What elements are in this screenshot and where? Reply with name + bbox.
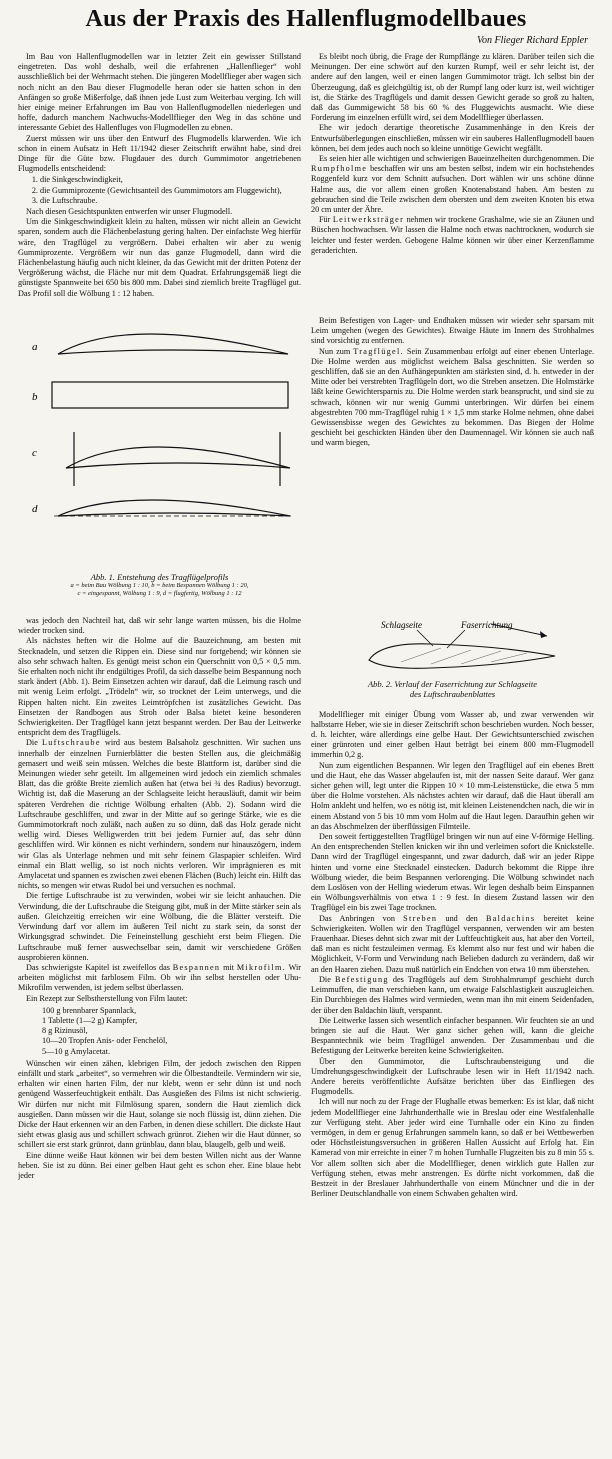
main-section [18, 616, 594, 1446]
wing-text-column [311, 316, 594, 612]
main-left-column [18, 616, 301, 1446]
grain-arrow-head [540, 631, 547, 638]
spaced-term: Tragflügel. [353, 346, 404, 356]
figure1-legend-line1: a = beim Bau Wölbung 1 : 10, b = beim Bespannen Wölbung 1 : 20, [70, 582, 249, 589]
text-run: mit [223, 962, 235, 972]
article-author: Von Flieger Richard Eppler [477, 35, 588, 46]
recipe-item: 100 g brennbarer Spannlack, [42, 1005, 137, 1015]
figure1-caption: Abb. 1. Entstehung des Tragflügelprofils [90, 572, 229, 582]
text-run: Wir arbeiten möglichst mit farblosem Film. Ob wir ihn selbst herstellen oder Uhu-Mikrofilm verwenden, ist jedem selbst überlassen. [18, 962, 301, 993]
intro-section [18, 52, 594, 310]
profile-b-shape [52, 382, 288, 408]
spaced-term: Mikrofilm. [236, 962, 286, 972]
paragraph: Über den Gummimotor, die Luftschraubensteigung und die Umdrehungsgeschwindigkeit der Luftschraube lesen wir in Heft 11/1942 nach. Andere bereits veröffentlichte Aufsätze berichten über das Einfliegen des Flugmodells. [311, 1056, 594, 1097]
article-title: Aus der Praxis des Hallenflugmodellbaues [85, 6, 527, 32]
recipe-item: 5—10 g Amylacetat. [42, 1046, 110, 1056]
figure-wing-profile [18, 316, 301, 598]
text-run: wird aus bestem Balsaholz geschnitten. Wir suchen uns innerhalb der einzelnen Furnierblätter die besten Stellen aus, die gleichmäßig gemasert und weiß sein müssen. Welches die beste Blattform ist, darüber sind die Meinungen wieder sehr geteilt. Im allgemeinen wird jedoch ein ziemlich schmales Blatt, das die größte Breite ziemlich außen hat (etwa bei ¾ des Radius) bevorzugt. Wichtig ist, daß die Maserung an der Schlagseite leicht herausläuft, damit wir beim späteren Verdrehen die richtige Wölbung erhalten (Abb. 2). Sodann wird die Luftschraube geschliffen, und zwar in der Mitte auf so geringe Stärke, wie es die Gummimotorkraft noch zuläßt, nach außen zu so dünn, daß das Holz gerade nicht wellig wird. Dieses Welligwerden tritt bei jedem Furnier auf, das sehr dünn geschliffen wird. Wir können es nicht verhindern, sondern nur hinauszögern, indem wir Glas als Unterlage nehmen und mit sehr feinem Glaspapier schleifen. Wird einmal ein Blatt wellig, so ist noch nichts verloren. Wir imprägnieren es mit Amylacetat und spannen es zwischen zwei ebenen Flächen (Buch) leicht ein. Hilft das nichts, so mengen wir etwas Rudol bei und versuchen es nochmal. [18, 738, 301, 891]
figure1-legend-line2: c = eingespannt, Wölbung 1 : 9, d = flugfertig, Wölbung 1 : 12 [77, 590, 242, 597]
paragraph: Die Leitwerke lassen sich wesentlich einfacher bespannen. Wir feuchten sie an und bringen sie auf die Haut. Wer ganz sicher gehen will, kann die gleiche Bespanntechnik wie beim Tragflügel anwenden. Der Zusammenbau und die Befestigung der Leitwerke bereiten keine Schwierigkeiten. [311, 1015, 594, 1056]
figure2-caption-line1: Abb. 2. Verlauf der Faserrichtung zur Schlagseite [367, 679, 538, 690]
grain-arrow-shaft [491, 624, 547, 636]
profile-label-d: d [32, 503, 38, 515]
recipe-item: 8 g Rizinusöl, [42, 1026, 88, 1036]
profile-d-shape [58, 500, 290, 516]
text-run: Die [319, 974, 331, 984]
paragraph: Zuerst müssen wir uns über den Entwurf des Flugmodells klarwerden. Wie ich schon in einem Aufsatz in Heft 11/1942 dieser Zeitschrift erwähnt habe, sind drei Dinge für die Güte bzw. Flugdauer des durch Gummimotor angetriebenen Flugmodells entscheidend: [18, 133, 301, 174]
text-run: Für [319, 215, 331, 225]
paragraph [311, 215, 594, 256]
main-right-column [311, 616, 594, 1446]
wing-profile-diagram [18, 316, 298, 566]
profile-label-b: b [32, 391, 38, 403]
paragraph: Wünschen wir einen zähen, klebrigen Film, der jedoch zwischen den Rippen einfällt und stark „arbeitet“, so vermehren wir die Ölbestandteile. Vermindern wir sie, erhalten wir einen harten Film, der nur klebt, wenn er sehr dünn ist und noch genügend Wasserfeuchtigkeit enthält. Das Ausgießen des Films ist nicht schwierig. Wir dürfen nur nicht mit Filmlösung sparen, sondern die Haut ziemlich dick ausgießen. Dann müssen wir die Haut, solange sie noch flüssig ist, dünn ziehen. Die Dicke der Haut erkennen wir an den Farben, in denen diese schillert. Die dickste Haut sieht etwas glasig aus und schillert schwach grünrot. Ziehen wir die Haut dünner, so schillert sie erst stark grünrot, dann grünblau, dann blau, blaugelb, gelb und weiß. [18, 1058, 301, 1150]
spaced-term: Leitwerksträger [332, 215, 405, 225]
grain-line [431, 650, 471, 664]
list-item: 1. die Sinkgeschwindigkeit, [40, 175, 301, 185]
list-item: 2. die Gummiprozente (Gewichtsanteil des Gummimotors am Fluggewicht), [40, 186, 301, 196]
spaced-term: Streben [403, 913, 438, 923]
text-run: nehmen wir trockene Grashalme, wie sie an Zäunen und Büschen hochwachsen. Wir lassen die Halme noch etwas nachtrocknen, wodurch sie leichter und fester werden. Gebogene Halme können wir über einer Kerzenflamme geraderichten. [311, 215, 594, 255]
text-run: Es seien hier alle wichtigen und schwierigen Baueinzelheiten durchgenommen. Die [319, 154, 594, 164]
intro-left-column [18, 52, 301, 310]
propeller-grain-diagram [311, 616, 591, 674]
paragraph: Nach diesen Gesichtspunkten entwerfen wir unser Flugmodell. [26, 207, 233, 217]
grain-line [491, 653, 527, 662]
grain-line [401, 648, 441, 662]
paragraph [18, 963, 301, 994]
paragraph: Ich will nur noch zu der Frage der Flughalle etwas bemerken: Es ist klar, daß nicht jedem Modellflieger eine Jahrhunderthalle wie in Breslau oder eine Westfalenhalle zur Verfügung steht. Aber jeder wird eine Turnhalle oder ein Kino zu finden vermögen, in dem er genug Erfahrungen sammeln kann, so daß er bei Wettbewerben oder Höchstleistungsversuchen in größeren Hallen Aussicht auf Erfolg hat. Ein Kamerad von mir erreichte in einer 7 m hohen Turnhalle Flugzeiten bis zu 8 min 55 s. Vor allem sollten sich aber die Modellflieger, denen wirklich gute Hallen zur Verfügung stehen, etwas mehr anstrengen. Es dürfte nicht vorkommen, daß die Bestzeit in der Breslauer Jahrhunderthalle von einem Münchner und die in der Berliner Deutschlandhalle von einem Schwaben gehalten wird. [311, 1097, 594, 1199]
paragraph [311, 347, 594, 449]
figure-section [18, 316, 594, 612]
film-recipe [42, 1006, 301, 1057]
paragraph: Eine dünne weiße Haut können wir bei dem besten Willen nicht aus der Wanne heben. Sie ist zu dünn. Bei einer gelben Haut geht es schon eher. Eine blaue hebt jeder [18, 1150, 301, 1180]
figure2-caption-line2: des Luftschraubenblattes [409, 689, 496, 700]
paragraph: Modellflieger mit einiger Übung vom Wasser ab, und zwar verwenden wir halbstarre Heber, wie sie in dieser Zeitschrift schon beschrieben wurden. Noch besser, d. h. leichter, wäre allerdings eine gelbe Haut. Der Gewichtsunterschied zwischen einer grünroten und einer gelben Haut beträgt bei einem 800 mm-Flugmodell immerhin 0,2 g. [311, 709, 594, 760]
recipe-item: 10—20 Tropfen Anis- oder Fenchelöl, [42, 1036, 168, 1046]
grain-line [461, 651, 501, 664]
text-run: Die [26, 738, 38, 748]
paragraph: Um die Sinkgeschwindigkeit klein zu halten, müssen wir nicht allein an Gewicht sparen, sondern auch die Flächenbelastung gering halten. Der einfachste Weg hierfür wäre, den Tragflügel zu vergrößern. Dabei erhalten wir aber zu wenig Gummiprozente. Vergrößern wir nun das ganze Flugmodell, dann wird die Flächenbelastung häufig auch nicht kleiner, da das Gewicht mit der dritten Potenz der Vergrößerung wächst, die Fläche nur mit dem Quadrat. Erfahrungsgemäß liegt die günstigste Spannweite bei 650 bis 800 mm. Dabei sind ziemlich breite Tragflügel gut. Das Profil soll die Wölbung 1 : 12 haben. [18, 217, 301, 298]
paragraph [18, 738, 301, 891]
paragraph: Ein Rezept zur Selbstherstellung von Film lautet: [26, 993, 188, 1003]
spaced-term: Baldachins [485, 913, 536, 923]
recipe-item: 1 Tablette (1—2 g) Kampfer, [42, 1015, 138, 1025]
profile-a-shape [58, 334, 288, 354]
text-run: Nun zum [319, 346, 351, 356]
paragraph [311, 154, 594, 215]
paragraph: Nun zum eigentlichen Bespannen. Wir legen den Tragflügel auf ein ebenes Brett und die Haut, ehe das Wasser abgelaufen ist, mit der nassen Seite darauf. Wer ganz sicher gehen will, legt unter die Rippen 10 × 10 mm-Leistenstücke, die etwa 5 mm über die Holme vorstehen. Als nächstes achten wir darauf, daß die Haut überall am Holm ankleht und helfen, wo es nötig ist, mit kleinen Leistenendchen nach, die wir in einem Abstand von 5 bis 10 mm vom Holm auf die Haut legen. Daraufhin gehen wir an das Abschmelzen der überflüssigen Filmteile. [311, 760, 594, 831]
blade-outline [369, 644, 555, 669]
criteria-list [40, 175, 301, 206]
paragraph: Den soweit fertiggestellten Tragflügel bringen wir nun auf eine V-förmige Helling. An den entsprechenden Stellen knicken wir ihn und verleimen sofort die Knickstelle. Dann wird der Tragflügel eingespannt, und zwar dadurch, daß wir an jeder Rippe hinten und vorne eine Stecknadel einstecken. Dadurch bekommt die Rippe ihre Wölbung wieder, die beim Bespannen verlorenging. Die Wölbung schwindet nach dem Loslösen von der Helling wiederum etwas. Wir legen deshalb beim Einspannen ein Wölbungsverhältnis von etwa 1 : 9 fest. In diesem Zustand lassen wir den Tragflügel ein bis zwei Tage trocknen. [311, 832, 594, 913]
text-run: und den [445, 913, 478, 923]
paragraph: was jedoch den Nachteil hat, daß wir sehr lange warten müssen, bis die Holme wieder trocken sind. [18, 616, 301, 636]
text-run: Das Anbringen von [319, 913, 395, 923]
text-run: bereitet keine Schwierigkeiten. Wollen wir den Tragflügel verspannen, verwenden wir am besten Frauenhaar. Dieses dehnt sich zwar mit der Luftfeuchtigkeit aus, hat aber den Vorteil, daß man es nicht festzuleimen vermag. Es klemmt also nur fest und wir haben die Möglichkeit, V-Form und Verwindung nach Belieben dadurch zu verändern, daß wir an den Haaren ziehen. Dazu muß natürlich ein Endchen von etwa 10 mm überstehen. [311, 913, 594, 974]
figure-propeller-grain [311, 616, 594, 700]
paragraph: Die fertige Luftschraube ist zu verwinden, wobei wir sie leicht anhauchen. Die Verwindung, die der Luftschraube die Steigung gibt, muß in der Mitte stärker sein als außen. Gleichzeitig erreichen wir eine Wölbung, die die Blätter versteift. Die Verwindung darf vor allem im äußeren Teil nicht zu stark sein, da sonst der Wirkungsgrad schwindet. Die Feineinstellung geschieht erst beim Fliegen. Die Luftschraube muß ferner auswechselbar sein, damit wir verschiedene Größen ausprobieren können. [18, 891, 301, 962]
figure1-column [18, 316, 301, 612]
label-faserrichtung: Faserrichtung [461, 620, 513, 630]
text-run: Das schwierigste Kapitel ist zweifellos das [26, 962, 170, 972]
paragraph [311, 975, 594, 1016]
paragraph: Ehe wir jedoch derartige theoretische Zusammenhänge in den Kreis der Entwurfsüberlegungen einschließen, müssen wir ein sauberes Hallenflugmodell bauen können, bei dem jedes auch noch so kleine unnötige Gewicht wegfällt. [311, 123, 594, 153]
profile-label-c: c [32, 447, 37, 459]
profile-label-a: a [32, 341, 38, 353]
text-run: des Tragflügels auf dem Strohhalmrumpf geschieht durch Leimmuffen, die man verschieben kann, um etwaige Falschlastigkeit auszugleichen. Ein Durchbiegen des Halmes wird vermieden, wenn man ihn mit einem Seidenfaden, der über den Baldachin läuft, verspannt. [311, 974, 594, 1015]
list-item: 3. die Luftschraube. [40, 196, 301, 206]
spaced-term: Bespannen [172, 962, 221, 972]
paragraph: Als nächstes heften wir die Holme auf die Bauzeichnung, am besten mit Stecknadeln, und setzen die Rippen ein. Diese sind nur fortgebend; wir können sie also sehr schwach halten. Es genügt meist schon ein Querschnitt von 0,5 × 0,5 mm. Sie erhalten noch nicht ihr endgültiges Profil, da sich dasselbe beim Bespannung noch stark ändert (Abb. 1). Beim Einsetzen achten wir darauf, daß die Leimung rasch und mit wenig Leim erfolgt. „Trödeln“ wir, so trocknet der Leim unterwegs, und die Rippen halten nicht. Ein zweites Leimtröpfchen ist zusätzliches Gewicht. Das Einsetzen der Randbogen aus Stroh oder Balsa bietet keine besonderen Schwierigkeiten. Der Tragflügel kann jetzt bespannt werden. Der Bau der Leitwerke entspricht dem des Tragflügels. [18, 636, 301, 738]
profile-c-shape [66, 447, 290, 468]
label-schlagseite: Schlagseite [381, 620, 422, 630]
spaced-term: Befestigung [334, 974, 389, 984]
intro-right-column [311, 52, 594, 310]
paragraph: Es bleibt noch übrig, die Frage der Rumpflänge zu klären. Darüber teilen sich die Meinungen. Der eine schwört auf den kurzen Rumpf, weil er sehr leicht ist, der andere auf den langen, weil er einen langen Gummimotor trägt. Ich selbst bin der Überzeugung, daß es gleichgültig ist, ob der Rumpf lang oder kurz ist, weil wichtiger ist, die Stärke des Tragflügels und damit dessen Gewicht gerade so groß zu halten, daß das Gummigewicht 58 bis 60 % des Fluggewichts ausmacht. Wie diese Forderung im einzelnen erfüllt wird, sei dem Modellflieger überlassen. [311, 52, 594, 123]
paragraph [311, 914, 594, 975]
paragraph: Im Bau von Hallenflugmodellen war in letzter Zeit ein gewisser Stillstand eingetreten. Das wohl deshalb, weil die erfahrenen „Hallenflieger“ wohl ausschließlich bei der Wehrmacht stehen. Die jüngeren Modellflieger aber wagen sich noch nicht an den Bau dieser Flugmodelle heran oder sie hatten schon in den Anfängen so große Mißerfolge, daß ihnen jede Lust zum Weiterbau verging. Ich will hier einige meiner Erfahrungen im Bau von Hallenflugmodellen niederlegen und hoffe, dadurch manchem Nachwuchs-Modellflieger den Weg in das schöne und interessante Gebiet des Hallenfluges von Flugmodellen zu ebnen. [18, 52, 301, 133]
spaced-term: Rumpfholme [311, 164, 368, 174]
spaced-term: Luftschraube [41, 738, 101, 748]
text-run: beschaffen wir uns am besten selbst, indem wir ein hochstehendes Roggenfeld kurz vor dem Schnitt aufsuchen. Dort wählen wir uns schöne dünne Halme aus, die vor allem einen großen Knotenabstand haben. Am besten zu gebrauchen sind die Teile zwischen dem obersten und dem zweiten Knoten bis etwa 20 cm unter der Ähre. [311, 164, 594, 215]
text-run: Sein Zusammenbau erfolgt auf einer ebenen Unterlage. Die Holme werden aus möglichst weichem Balsa geschnitten. Sie werden so geschliffen, daß sie an den Aufhängepunkten am stärksten sind, d. h. entweder in der Mitte oder bei verstrebten Tragflügeln dort, wo die Streben ansetzen. Die Holmstärke läßt keine Gewichtersparnis zu. Die Holme werden stark beansprucht, und sind sie zu schwach, können wir nur wenig Gummi unterbringen. Wir dürfen bei einem abgestrebten 700 mm-Tragflügel ruhig 1 × 1,5 mm starke Holme nehmen, ohne dabei Gewissensbisse wegen des Gewichtes zu bekommen. Das Biegen der Holme geschieht bei geschickten Händen über den Daumennagel. Wir können sie auch naß und warm biegen, [311, 346, 594, 448]
paragraph: Beim Befestigen von Lager- und Endhaken müssen wir wieder sehr sparsam mit Leim umgehen (wegen des Gewichtes). Etwaige Häute im Innern des Strohhalmes sind vorsichtig zu entfernen. [311, 316, 594, 346]
